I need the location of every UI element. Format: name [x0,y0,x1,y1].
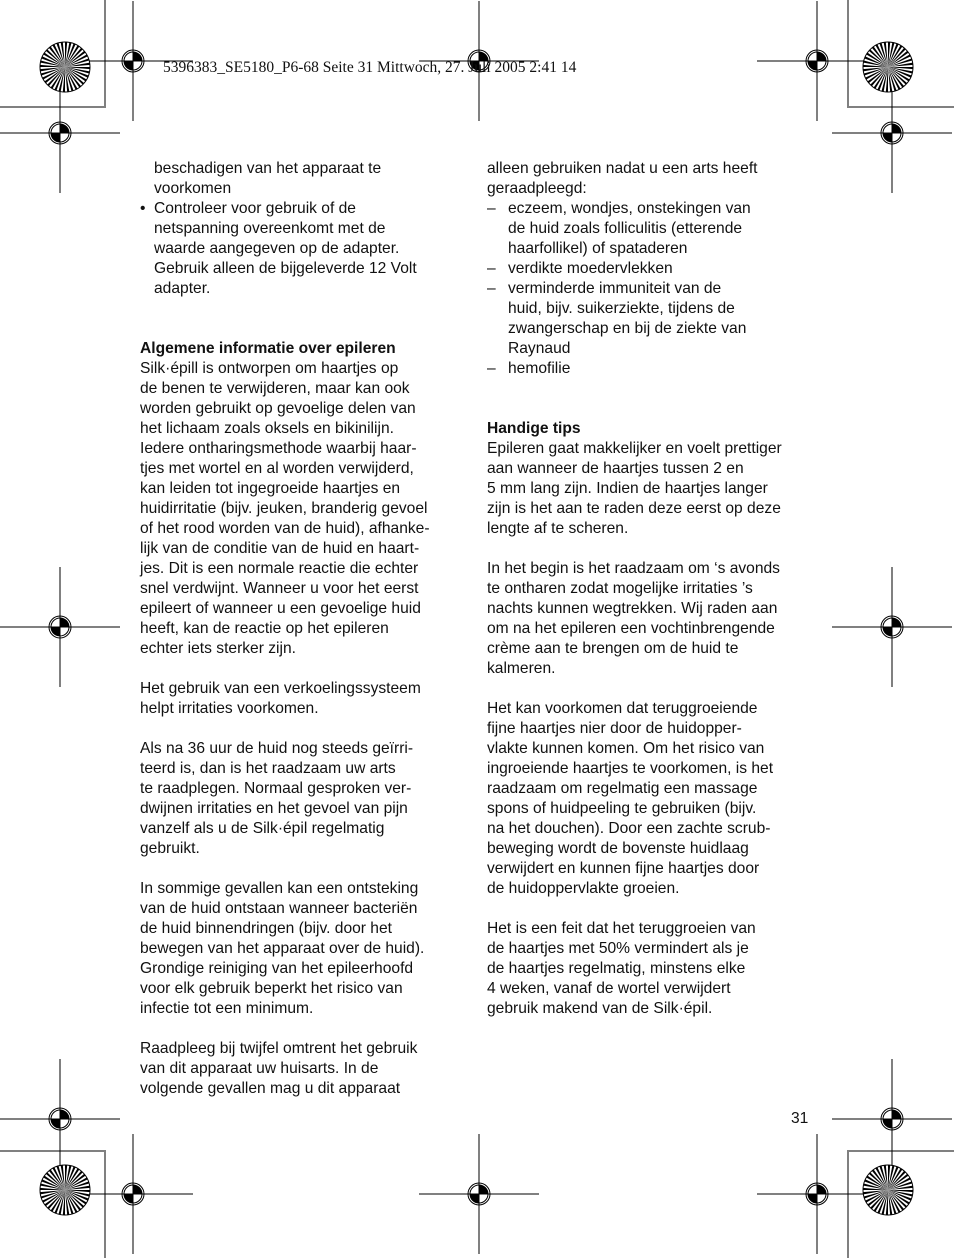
text-line: volgende gevallen mag u dit apparaat [140,1080,401,1097]
dash-mark: – [487,280,496,297]
text-line: Silk·épill is ontworpen om haartjes op [140,360,399,377]
text-line: te ontharen zodat mogelijke irritaties ’s [487,580,753,597]
section-heading: Handige tips [487,420,581,437]
registration-starburst-icon [863,1165,913,1215]
text-line: na het douchen). Door een zachte scrub- [487,820,771,837]
text-line: te raadplegen. Normaal gesproken ver- [140,780,412,797]
continued-line: voorkomen [154,180,232,197]
dash-mark: – [487,360,496,377]
bullet-line: Gebruik alleen de bijgeleverde 12 Volt [154,260,417,277]
text-line: Raynaud [508,340,571,357]
text-line: infectie tot een minimum. [140,1000,314,1017]
text-line: haarfollikel) of spataderen [508,240,688,257]
text-line: om na het epileren een vochtinbrengende [487,620,775,637]
text-line: verwijdert en kunnen fijne haartjes door [487,860,760,877]
right-column [487,159,822,1019]
text-line: 4 weken, vanaf de wortel verwijdert [487,980,731,997]
paragraph [487,159,822,199]
text-line: gebruikt. [140,840,200,857]
bullet-line: waarde aangegeven op de adapter. [154,240,400,257]
text-line: Grondige reiniging van het epileerhoofd [140,960,414,977]
dash-mark: – [487,200,496,217]
text-line: In sommige gevallen kan een ontsteking [140,880,419,897]
text-line: dwijnen irritaties en het gevoel van pijn [140,800,408,817]
text-line: huidirritatie (bijv. jeuken, branderig gevoel [140,500,428,517]
text-line: kan leiden tot ingegroeide haartjes en [140,480,401,497]
bullet-line: adapter. [154,280,211,297]
paragraph [140,1039,470,1099]
text-line: fijne haartjes nier door de huidopper- [487,720,742,737]
text-line: vlakte kunnen komen. Om het risico van [487,740,765,757]
text-line: zwangerschap en bij de ziekte van [508,320,747,337]
registration-crosshair-icon [0,567,120,687]
text-line: voor elk gebruik beperkt het risico van [140,980,403,997]
registration-crosshair-icon [832,1059,952,1179]
text-line: Als na 36 uur de huid nog steeds geïrri- [140,740,414,757]
text-line: helpt irritaties voorkomen. [140,700,319,717]
text-line: teerd is, dan is het raadzaam uw arts [140,760,396,777]
registration-crosshair-icon [757,1134,877,1254]
text-line: heeft, kan de reactie op het epileren [140,620,389,637]
text-line: epileert of wanneer u een gevoelige huid [140,600,421,617]
text-line: van de huid ontstaan wanneer bacteriën [140,900,418,917]
text-line: 5 mm lang zijn. Indien de haartjes langer [487,480,768,497]
text-line: vanzelf als u de Silk·épil regelmatig [140,820,385,837]
text-line: jes. Dit is een normale reactie die echter [140,560,419,577]
bullet-mark: • [140,200,146,217]
registration-crosshair-icon [73,1134,193,1254]
registration-crosshair-icon [832,567,952,687]
text-line: verdikte moedervlekken [508,260,673,277]
text-line: worden gebruikt op gevoelige delen van [140,400,416,417]
paragraph [487,439,822,539]
dash-item [487,199,822,259]
text-line: het lichaam zoals oksels en bikinilijn. [140,420,394,437]
text-line: aan wanneer de haartjes tussen 2 en [487,460,744,477]
text-line: spons of huidpeeling te gebruiken (bijv. [487,800,757,817]
text-line: Het kan voorkomen dat teruggroeiende [487,700,758,717]
bullet-item [140,199,470,299]
text-line: crème aan te brengen om de huid te [487,640,739,657]
text-line: lijk van de conditie van de huid en haart- [140,540,420,557]
text-line: beweging wordt de bovenste huidlaag [487,840,749,857]
text-line: van dit apparaat uw huisarts. In de [140,1060,379,1077]
registration-starburst-icon [40,42,90,92]
text-line: bewegen van het apparaat over de huid). [140,940,425,957]
page-number: 31 [791,1110,809,1127]
text-line: huid, bijv. suikerziekte, tijdens de [508,300,735,317]
registration-crosshair-icon [0,1059,120,1179]
registration-starburst-icon [863,42,913,92]
paragraph [487,559,822,679]
text-line: de benen te verwijderen, maar kan ook [140,380,410,397]
paragraph [487,919,822,1019]
text-line: echter iets sterker zijn. [140,640,296,657]
text-line: Iedere ontharingsmethode waarbij haar- [140,440,417,457]
dash-item [487,359,822,379]
text-line: gebruik makend van de Silk·épil. [487,1000,713,1017]
text-line: snel verdwijnt. Wanneer u voor het eerst [140,580,419,597]
text-line: Het is een feit dat het teruggroeien van [487,920,756,937]
text-line: de haartjes regelmatig, minstens elke [487,960,746,977]
paragraph [140,739,470,859]
registration-starburst-icon [40,1165,90,1215]
text-line: verminderde immuniteit van de [508,280,722,297]
print-header: 5396383_SE5180_P6-68 Seite 31 Mittwoch, 27. Juli 2005 2:41 14 [163,59,577,76]
text-line: kalmeren. [487,660,556,677]
text-line: de huidoppervlakte groeien. [487,880,680,897]
registration-crosshair-icon [757,1,877,121]
text-line: In het begin is het raadzaam om ‘s avonds [487,560,780,577]
paragraph [487,699,822,899]
text-line: raadzaam om regelmatig een massage [487,780,758,797]
text-line: de huid zoals folliculitis (etterende [508,220,743,237]
paragraph [140,679,470,719]
dash-item [487,279,822,359]
text-line: de huid binnendringen (bijv. door het [140,920,392,937]
text-line: alleen gebruiken nadat u een arts heeft [487,160,758,177]
text-line: Raadpleeg bij twijfel omtrent het gebruik [140,1040,418,1057]
text-line: of het rood worden van de huid), afhanke- [140,520,430,537]
text-line: de haartjes met 50% vermindert als je [487,940,749,957]
text-line: ingroeiende haartjes te voorkomen, is het [487,760,774,777]
text-line: eczeem, wondjes, onstekingen van [508,200,751,217]
section-heading: Algemene informatie over epileren [140,340,396,357]
continued-line: beschadigen van het apparaat te [154,160,382,177]
text-line: hemofilie [508,360,571,377]
dash-mark: – [487,260,496,277]
text-line: geraadpleegd: [487,180,587,197]
text-line: lengte af te scheren. [487,520,629,537]
dash-item [487,259,822,279]
bullet-line: Controleer voor gebruik of de [154,200,356,217]
text-line: Het gebruik van een verkoelingssysteem [140,680,421,697]
registration-crosshair-icon [419,1134,539,1254]
paragraph [140,879,470,1019]
text-line: zijn is het aan te raden deze eerst op deze [487,500,781,517]
text-line: Epileren gaat makkelijker en voelt prettiger [487,440,782,457]
bullet-line: netspanning overeenkomt met de [154,220,386,237]
text-line: nachts kunnen wegtrekken. Wij raden aan [487,600,778,617]
left-column [140,159,470,1099]
paragraph [140,359,470,659]
text-line: tjes met wortel en al worden verwijderd, [140,460,414,477]
